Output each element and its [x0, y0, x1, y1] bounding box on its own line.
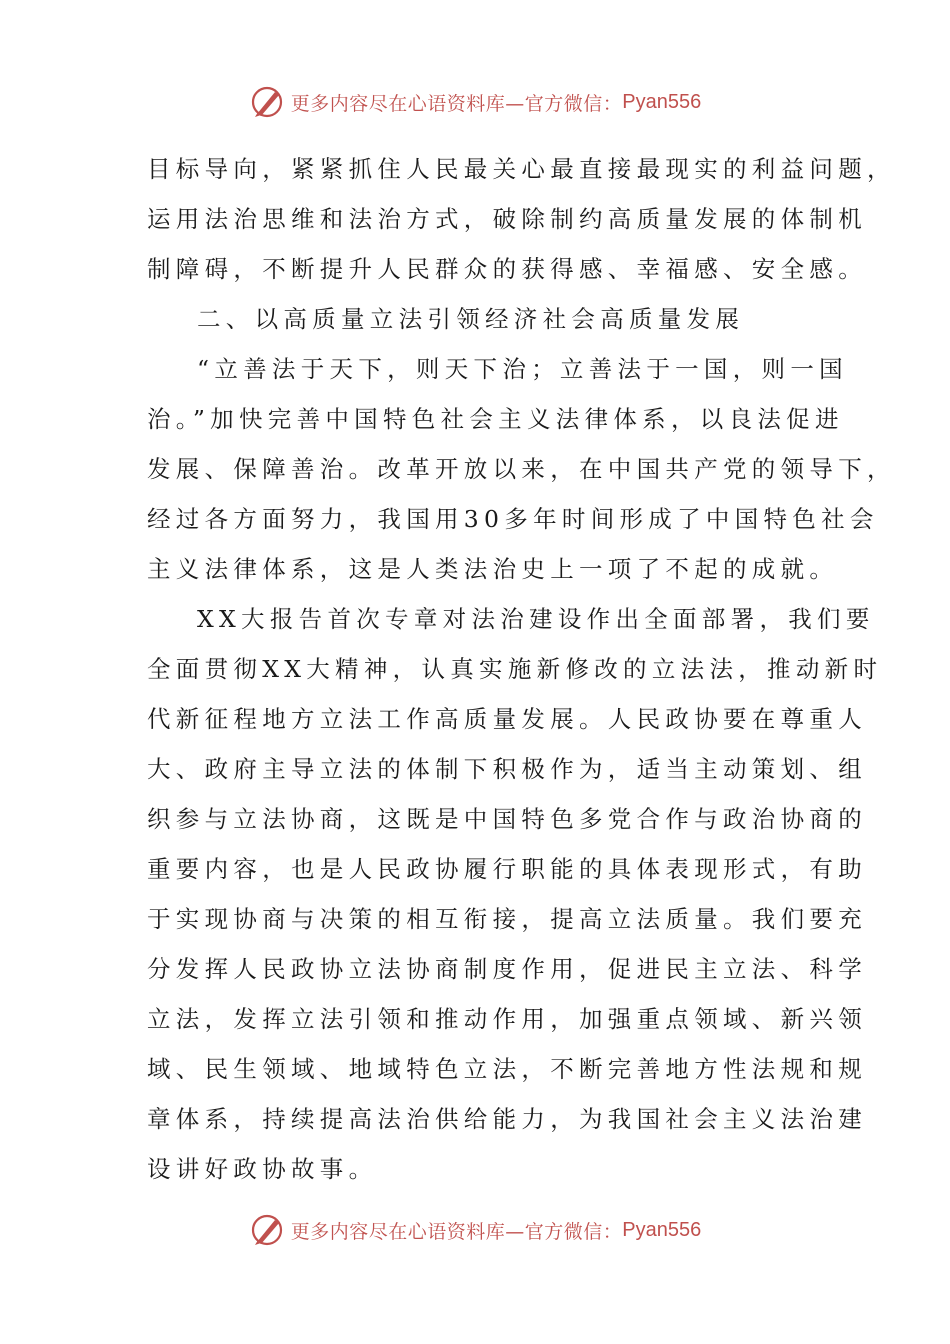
text-line: 织参与立法协商，这既是中国特色多党合作与政治协商的: [147, 805, 867, 833]
text-line: 制障碍，不断提升人民群众的获得感、幸福感、安全感。: [147, 255, 867, 283]
text-line: “立善法于天下，则天下治；立善法于一国，则一国: [197, 355, 848, 383]
text-line: 于实现协商与决策的相互衔接，提高立法质量。我们要充: [147, 905, 867, 933]
text-line: 重要内容，也是人民政协履行职能的具体表现形式，有助: [147, 855, 867, 883]
watermark-handle: Pyan556: [622, 90, 702, 113]
text-line: 立法，发挥立法引领和推动作用，加强重点领域、新兴领: [147, 1005, 867, 1033]
watermark-handle: Pyan556: [622, 1218, 702, 1241]
text-line: 目标导向，紧紧抓住人民最关心最直接最现实的利益问题，: [147, 155, 896, 183]
text-line: 发展、保障善治。改革开放以来，在中国共产党的领导下，: [147, 455, 896, 483]
text-line: 运用法治思维和法治方式，破除制约高质量发展的体制机: [147, 205, 867, 233]
text-line: 设讲好政协故事。: [147, 1155, 378, 1183]
text-line: 经过各方面努力，我国用30多年时间形成了中国特色社会: [147, 505, 879, 533]
text-line: 二、以高质量立法引领经济社会高质量发展: [197, 305, 745, 333]
pen-logo-icon: [249, 84, 285, 120]
document-body: [147, 144, 896, 1194]
header-watermark: [0, 82, 950, 122]
watermark-text: 更多内容尽在心语资料库—官方微信：: [290, 1220, 623, 1243]
text-line: 域、民生领域、地域特色立法，不断完善地方性法规和规: [147, 1055, 867, 1083]
pen-logo-icon: [249, 1212, 285, 1248]
text-line: 治。”加快完善中国特色社会主义法律体系，以良法促进: [147, 405, 844, 433]
text-line: 代新征程地方立法工作高质量发展。人民政协要在尊重人: [147, 705, 867, 733]
watermark-text: 更多内容尽在心语资料库—官方微信：: [290, 92, 623, 115]
text-line: 大、政府主导立法的体制下积极作为，适当主动策划、组: [147, 755, 867, 783]
text-line: 全面贯彻XX大精神，认真实施新修改的立法法，推动新时: [147, 655, 883, 683]
text-line: 主义法律体系，这是人类法治史上一项了不起的成就。: [147, 555, 839, 583]
footer-watermark: [0, 1210, 950, 1250]
text-line: 章体系，持续提高法治供给能力，为我国社会主义法治建: [147, 1105, 867, 1133]
text-line: 分发挥人民政协立法协商制度作用，促进民主立法、科学: [147, 955, 867, 983]
text-line: XX大报告首次专章对法治建设作出全面部署，我们要: [197, 605, 875, 633]
